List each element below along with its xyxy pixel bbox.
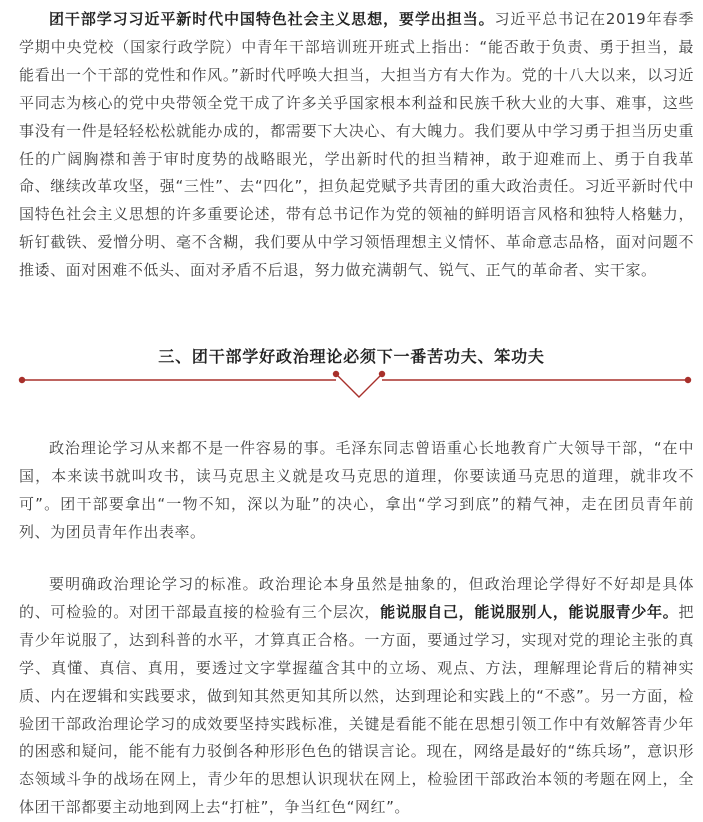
divider-end-dot-right [685,377,691,383]
paragraph-body: 习近平总书记在2019年春季学期中央党校（国家行政学院）中青年干部培训班开班式上指出：“能否敢于负责、勇于担当，最能看出一个干部的党性和作风。”新时代呼唤大担当，大担当方有大作为。党的十八大以来，以习近平同志为核心的党中央带领全党干成了许多关乎国家根本利益和民族千秋大业的大事、难事，这些事没有一件是轻轻松松就能办成的，都需要下大决心、有大魄力。我们要从中学习勇于担当历史重任的广阔胸襟和善于审时度势的战略眼光，学出新时代的担当精神，敢于迎难而上、勇于自我革命、继续改革攻坚，强“三性”、去“四化”，担负起党赋予共青团的重大政治责任。习近平新时代中国特色社会主义思想的许多重要论述，带有总书记作为党的领袖的鲜明语言风格和独特人格魅力，斩钉截铁、爱憎分明、毫不含糊，我们要从中学习领悟理想主义情怀、革命意志品格，面对问题不推诿、面对困难不低头、面对矛盾不后退，努力做充满朝气、锐气、正气的革命者、实干家。 [19,10,695,280]
paragraph-body: 把青少年说服了，达到科普的水平，才算真正合格。一方面，要通过学习，实现对党的理论主张的真学、真懂、真信、真用，要透过文字掌握蕴含其中的立场、观点、方法，理解理论背后的精神实质、内在逻辑和实践要求，做到知其然更知其所以然，达到理论和实践上的“不惑”。另一方面，检验团干部政治理论学习的成效要坚持实践标准，关键是看能不能在思想引领工作中有效解答青少年的困惑和疑问，能不能有力驳倒各种形形色色的错误言论。现在，网络是最好的“练兵场”，意识形态领域斗争的战场在网上，青少年的思想认识现状在网上，检验团干部政治本领的考题在网上，全体团干部都要主动地到网上去“打桩”，争当红色“网红”。 [19,602,695,817]
paragraph-intro: 要明确政治理论学习的标准。政治理论本身虽然是抽象的，但政治理论学得好不好却是具体的、可检验的。对团干部最直接的检验有三个层次， [19,575,694,621]
paragraph-learn-responsibility [19,6,694,285]
paragraph-study-standard [19,571,694,822]
section-divider [0,366,703,402]
divider-end-dot-left [19,377,25,383]
paragraph-hard-study: 政治理论学习从来都不是一件容易的事。毛泽东同志曾语重心长地教育广大领导干部，“在中国，本来读书就叫攻书，读马克思主义就是攻马克思的道理，你要读通马克思的道理，就非攻不可”。团干部要拿出“一物不知，深以为耻”的决心，拿出“学习到底”的精气神，走在团员青年前列、为团员青年作出表率。 [19,439,694,541]
paragraph-emphasis-bold: 能说服自己，能说服别人，能说服青少年。 [380,602,679,621]
paragraph-lead-bold: 团干部学习习近平新时代中国特色社会主义思想，要学出担当。 [49,10,495,28]
section-heading: 三、团干部学好政治理论必须下一番苦功夫、笨功夫 [158,347,545,366]
divider-v-ornament [336,374,382,397]
